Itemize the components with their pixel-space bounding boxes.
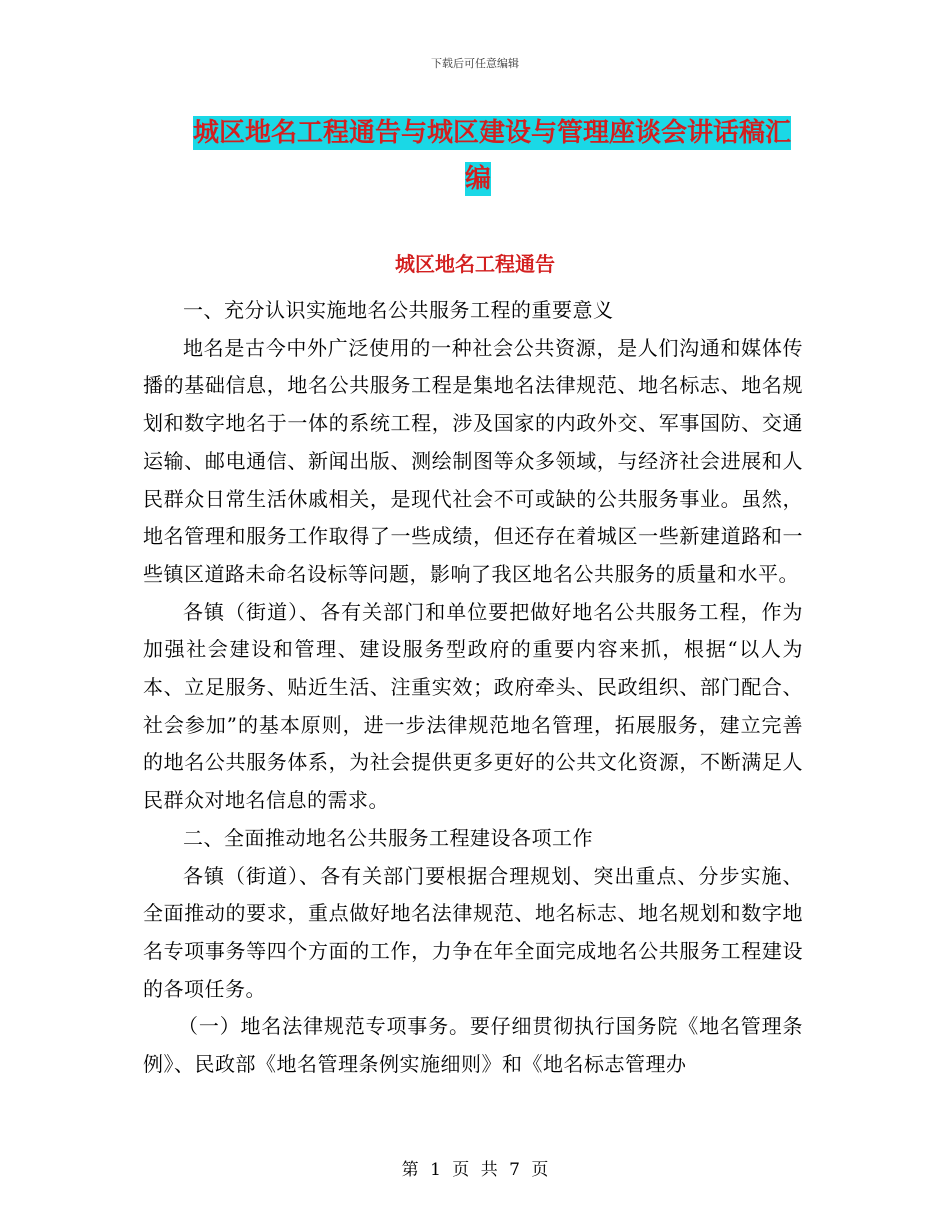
paragraph-heading-2: 二、全面推动地名公共服务工程建设各项工作 [183,825,593,850]
paragraph: （一）地名法律规范专项事务。要仔细贯彻执行国务院《地名管理条例》、民政部《地名管理条例实施细则》和《地名标志管理办 [143,1014,803,1077]
paragraph: 地名是古今中外广泛使用的一种社会公共资源，是人们沟通和媒体传播的基础信息，地名公共服务工程是集地名法律规范、地名标志、地名规划和数字地名于一体的系统工程，涉及国家的内政外交、军事国防、交通运输、邮电通信、新闻出版、测绘制图等众多领域，与经济社会进展和人民群众日常生活休戚相关，是现代社会不可或缺的公共服务事业。虽然，地名管理和服务工作取得了一些成绩，但还存在着城区一些新建道路和一些镇区道路未命名设标等问题，影响了我区地名公共服务的质量和水平。 [143,335,803,586]
paragraph: 各镇（街道）、各有关部门和单位要把做好地名公共服务工程，作为加强社会建设和管理、建设服务型政府的重要内容来抓，根据“以人为本、立足服务、贴近生活、注重实效；政府牵头、民政组织、部门配合、社会参加”的基本原则，进一步法律规范地名管理，拓展服务，建立完善的地名公共服务体系，为社会提供更多更好的公共文化资源，不断满足人民群众对地名信息的需求。 [143,599,803,813]
section-heading: 城区地名工程通告 [395,252,555,276]
document-body [143,292,803,1084]
header-note: 下载后可任意编辑 [431,57,519,70]
page-footer: 第 1 页 共 7 页 [401,1160,549,1180]
title-line-1: 城区地名工程通告与城区建设与管理座谈会讲话稿汇 [193,118,792,148]
document-title [193,110,813,202]
paragraph-heading-1: 一、充分认识实施地名公共服务工程的重要意义 [183,298,614,322]
title-line-2: 编 [464,164,491,194]
paragraph: 各镇（街道）、各有关部门要根据合理规划、突出重点、分步实施、全面推动的要求，重点做好地名法律规范、地名标志、地名规划和数字地名专项事务等四个方面的工作，力争在年全面完成地名公共服务工程建设的各项任务。 [143,863,803,1001]
